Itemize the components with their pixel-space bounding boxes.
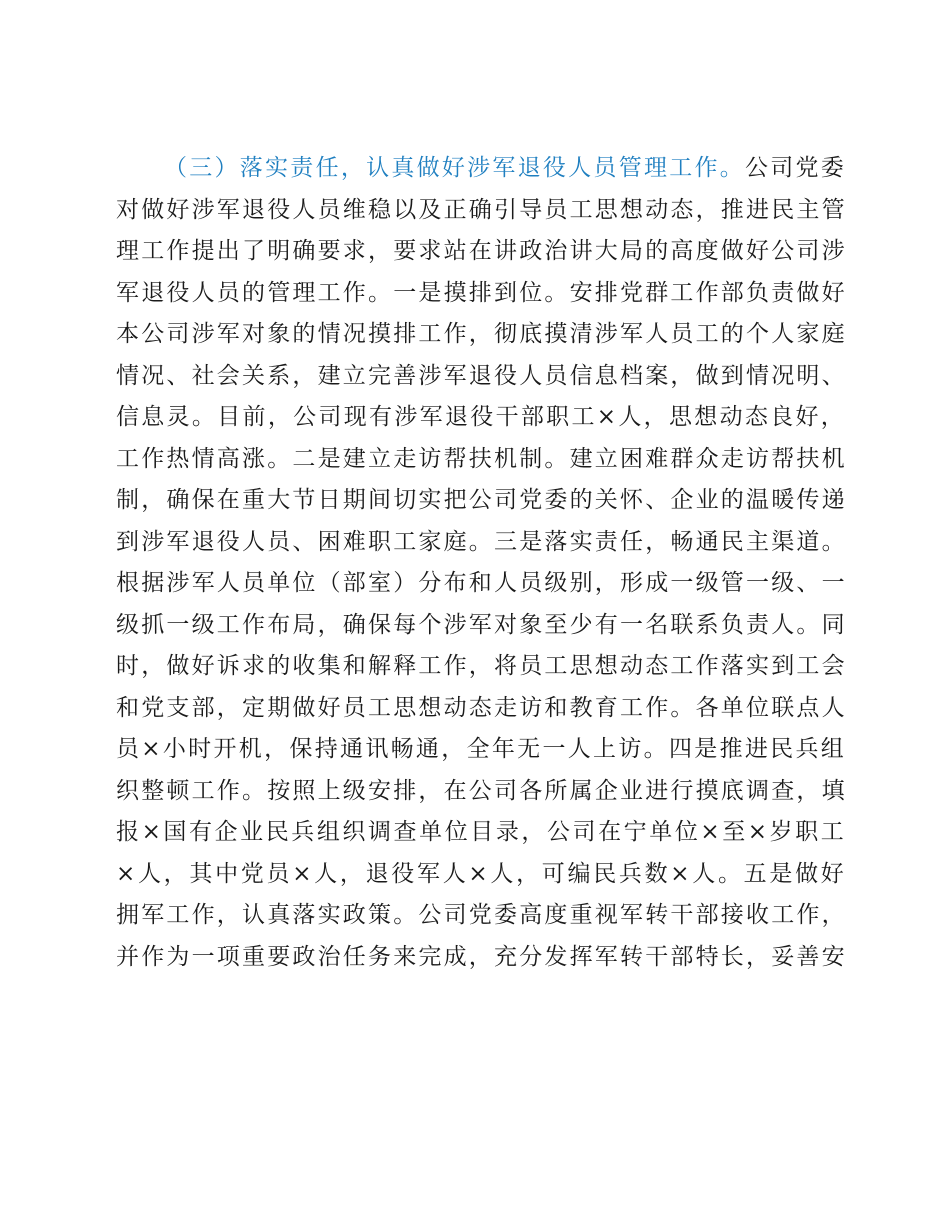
paragraph-line: 时，做好诉求的收集和解释工作，将员工思想动态工作落实到工会 <box>116 653 847 679</box>
paragraph-line: 和党支部，定期做好员工思想动态走访和教育工作。各单位联点人 <box>116 694 847 721</box>
paragraph-line: 级抓一级工作布局，确保每个涉军对象至少有一名联系负责人。同 <box>116 611 847 638</box>
paragraph-line: 员×小时开机，保持通讯畅通，全年无一人上访。四是推进民兵组 <box>116 736 846 762</box>
paragraph-line: 情况、社会关系，建立完善涉军退役人员信息档案，做到情况明、 <box>116 362 847 389</box>
paragraph-line-1 <box>116 148 846 190</box>
paragraph-line: 对做好涉军退役人员维稳以及正确引导员工思想动态，推进民主管 <box>116 196 847 223</box>
paragraph-line: 拥军工作，认真落实政策。公司党委高度重视军转干部接收工作， <box>116 902 847 928</box>
paragraph-line: 制，确保在重大节日期间切实把公司党委的关怀、企业的温暖传递 <box>116 487 847 513</box>
paragraph-line: 根据涉军人员单位（部室）分布和人员级别，形成一级管一级、一 <box>116 570 847 596</box>
paragraph-line: 信息灵。目前，公司现有涉军退役干部职工×人，思想动态良好， <box>116 404 846 430</box>
paragraph-line: 理工作提出了明确要求，要求站在讲政治讲大局的高度做好公司涉 <box>116 238 847 264</box>
paragraph-line: 军退役人员的管理工作。一是摸排到位。安排党群工作部负责做好 <box>116 279 847 306</box>
body-paragraph <box>116 148 846 978</box>
paragraph-line: 报×国有企业民兵组织调查单位目录，公司在宁单位×至×岁职工 <box>116 819 846 845</box>
paragraph-line: 到涉军退役人员、困难职工家庭。三是落实责任，畅通民主渠道。 <box>116 528 847 555</box>
paragraph-line: 并作为一项重要政治任务来完成，充分发挥军转干部特长，妥善安 <box>116 943 847 970</box>
section-heading: （三）落实责任，认真做好涉军退役人员管理工作。 <box>164 155 745 181</box>
paragraph-line: 本公司涉军对象的情况摸排工作，彻底摸清涉军人员工的个人家庭 <box>116 321 847 347</box>
paragraph-line: 织整顿工作。按照上级安排，在公司各所属企业进行摸底调查，填 <box>116 777 847 804</box>
paragraph-text: 公司党委 <box>745 155 846 181</box>
paragraph-line: 工作热情高涨。二是建立走访帮扶机制。建立困难群众走访帮扶机 <box>116 445 847 472</box>
paragraph-line: ×人，其中党员×人，退役军人×人，可编民兵数×人。五是做好 <box>116 860 846 887</box>
